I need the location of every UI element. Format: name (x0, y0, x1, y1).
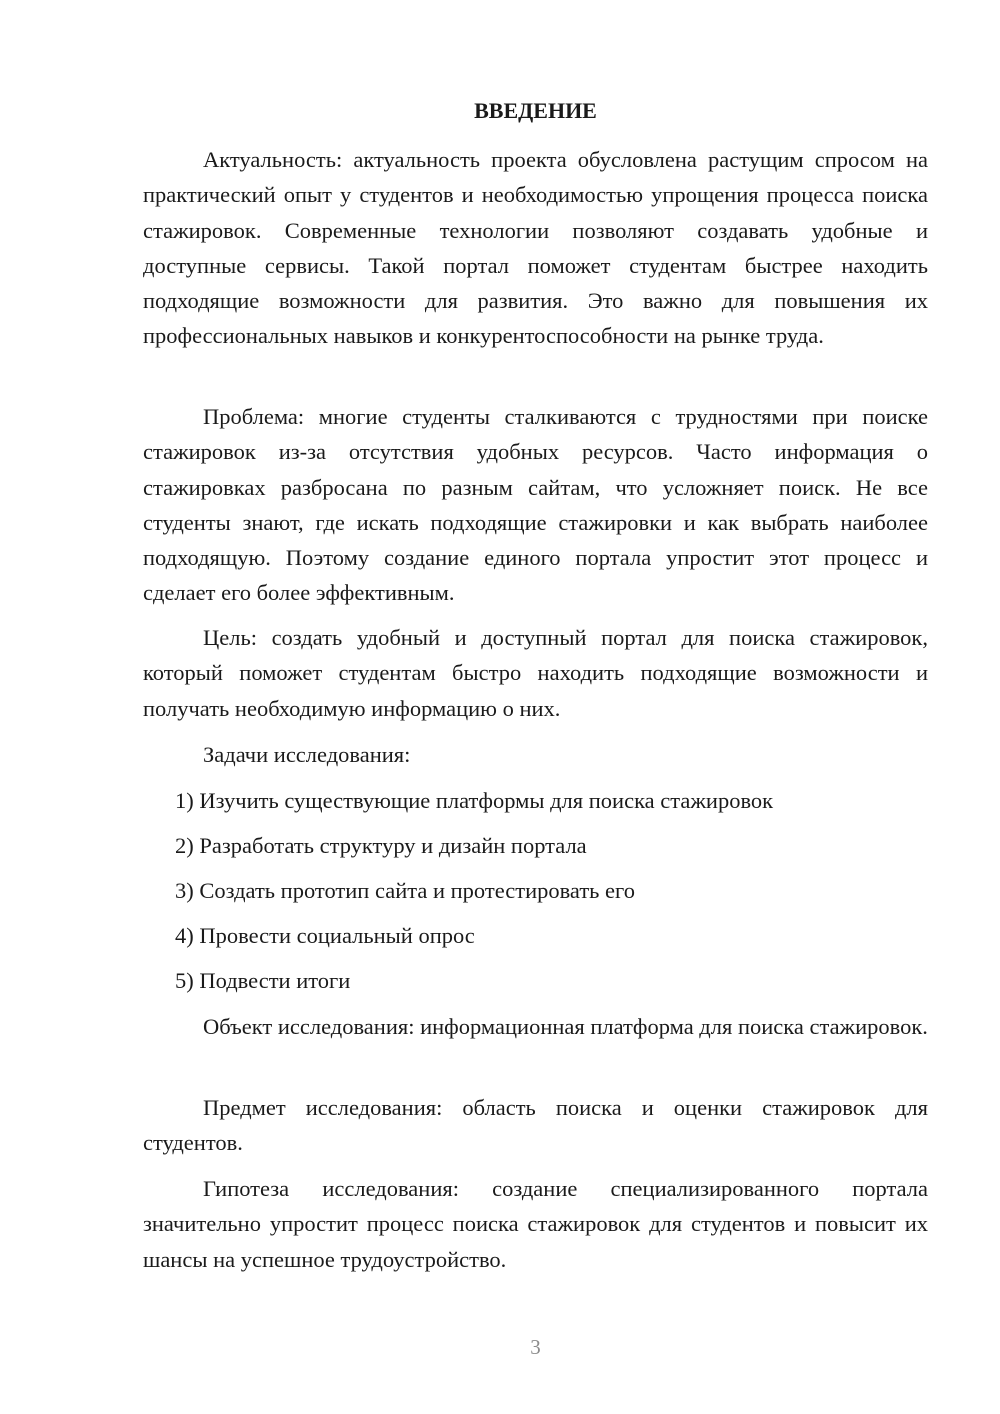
page-number: 3 (530, 1335, 541, 1359)
paragraph-problem: Проблема: многие студенты сталкиваются с трудностями при поиске стажировок из-за отсутствия удобных ресурсов. Часто информация о стажировках разбросана по разным сайтам, что усложняет поиск. Не все студенты знают, где искать подходящие стажировки и как выбрать наиболее подходящую. Поэтому создание единого портала упростит этот процесс и сделает его более эффективным. (143, 404, 928, 606)
paragraph-object: Объект исследования: информационная платформа для поиска стажировок. (203, 1014, 928, 1039)
task-item-3: 3) Создать прототип сайта и протестировать его (175, 878, 635, 903)
paragraph-goal: Цель: создать удобный и доступный портал для поиска стажировок, который поможет студентам быстро находить подходящие возможности и получать необходимую информацию о них. (143, 625, 928, 721)
paragraph-relevance: Актуальность: актуальность проекта обусловлена растущим спросом на практический опыт у студентов и необходимостью упрощения процесса поиска стажировок. Современные технологии позволяют создавать удобные и доступные сервисы. Такой портал поможет студентам быстрее находить подходящие возможности для развития. Это важно для повышения их профессиональных навыков и конкурентоспособности на рынке труда. (143, 147, 928, 349)
paragraph-subject: Предмет исследования: область поиска и оценки стажировок для студентов. (143, 1095, 928, 1156)
task-item-5: 5) Подвести итоги (175, 968, 351, 993)
task-item-4: 4) Провести социальный опрос (175, 923, 475, 948)
page-title: ВВЕДЕНИЕ (474, 98, 597, 123)
task-item-2: 2) Разработать структуру и дизайн портала (175, 833, 587, 858)
document-page (143, 0, 928, 1414)
tasks-title: Задачи исследования: (203, 742, 411, 767)
task-item-1: 1) Изучить существующие платформы для поиска стажировок (175, 788, 774, 813)
paragraph-hypothesis: Гипотеза исследования: создание специализированного портала значительно упростит процесс поиска стажировок для студентов и повысит их шансы на успешное трудоустройство. (143, 1176, 928, 1272)
